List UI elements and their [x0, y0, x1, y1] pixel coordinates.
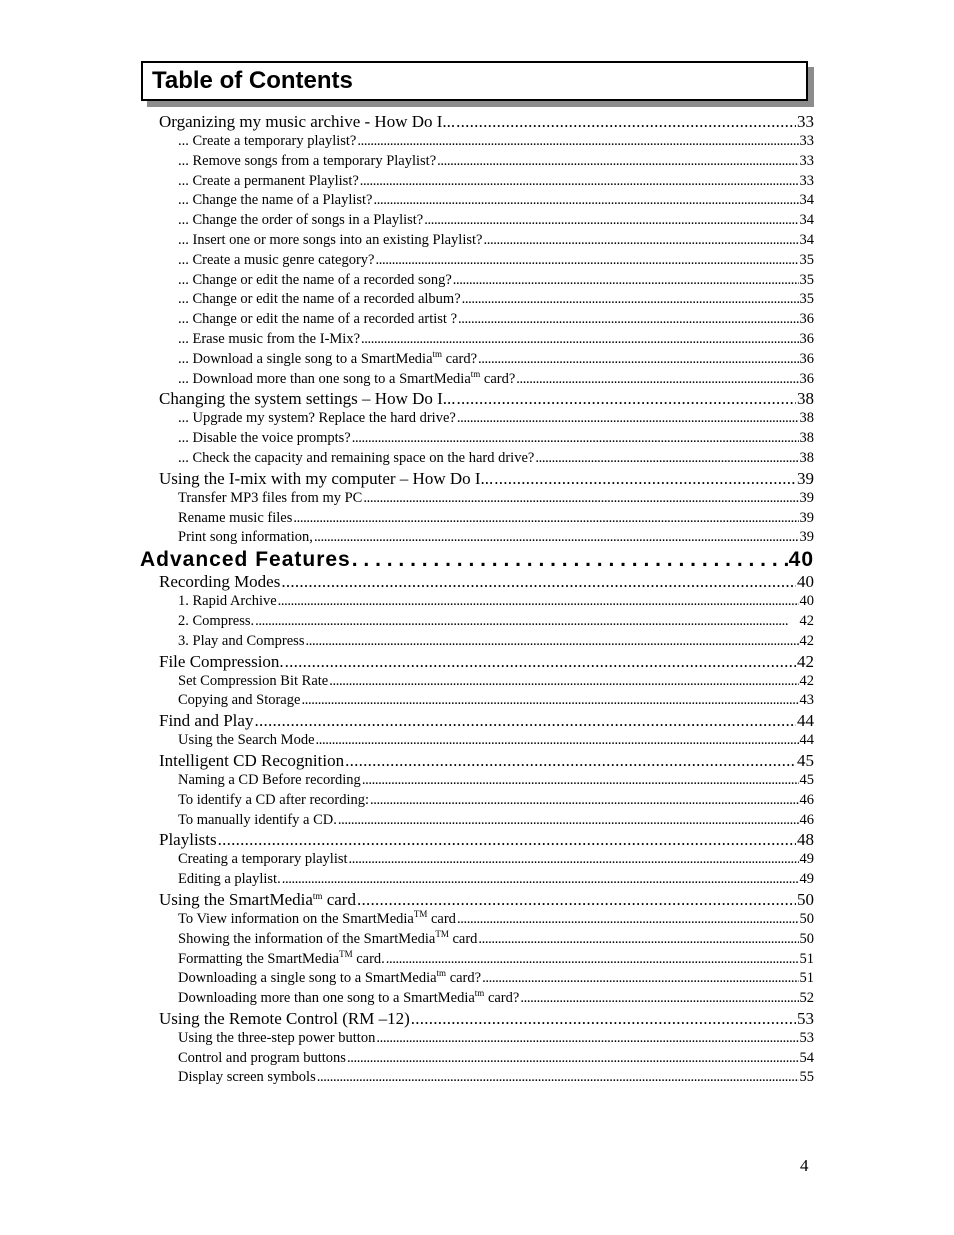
toc-subentry[interactable] [140, 910, 814, 930]
trademark-superscript: tm [432, 348, 443, 359]
toc-entry[interactable] [140, 469, 814, 489]
toc-subentry[interactable] [140, 771, 814, 791]
toc-entry-label [178, 509, 292, 529]
dot-leader [482, 969, 798, 989]
toc-entry-label [178, 429, 351, 449]
dot-leader [457, 910, 799, 930]
toc-subentry[interactable] [140, 191, 814, 211]
dot-leader [281, 572, 796, 592]
dot-leader [457, 389, 796, 409]
toc-entry-text: ... Create a permanent Playlist? [178, 172, 359, 189]
toc-entry-text: ... Change the order of songs in a Playlist? [178, 212, 424, 229]
toc-entry-label [178, 1068, 316, 1088]
trademark-superscript: tm [436, 968, 447, 979]
toc-entry-label [178, 910, 456, 930]
toc-subentry[interactable] [140, 791, 814, 811]
toc-entry-text: Rename music files [178, 509, 293, 526]
toc-entry-text: Transfer MP3 files from my PC [178, 489, 363, 506]
toc-subentry[interactable] [140, 310, 814, 330]
toc-entry-text: ... Download a single song to a SmartMedia [178, 350, 433, 367]
toc-subentry[interactable] [140, 930, 814, 950]
toc-subentry[interactable] [140, 211, 814, 231]
toc-entry-text: To identify a CD after recording: [178, 791, 370, 808]
toc-entry[interactable] [140, 751, 814, 771]
dot-leader [361, 330, 798, 350]
toc-entry-text-suffix: card? [446, 970, 482, 987]
dot-leader [285, 652, 796, 672]
toc-page-number: 54 [799, 1049, 814, 1066]
toc-page-number: 53 [797, 1008, 814, 1028]
toc-subentry[interactable] [140, 231, 814, 251]
dot-leader [516, 370, 798, 390]
toc-page-number: 50 [797, 889, 814, 909]
toc-entry-label [178, 231, 482, 251]
toc-subentry[interactable] [140, 271, 814, 291]
toc-entry[interactable] [140, 112, 814, 132]
toc-page-number: 46 [799, 811, 814, 828]
toc-entry-text: Formatting the SmartMedia [178, 950, 340, 967]
toc-page-number: 38 [799, 410, 814, 427]
trademark-superscript: TM [339, 948, 353, 959]
toc-page-number: 46 [799, 791, 814, 808]
dot-leader [456, 112, 796, 132]
toc-page-number: 40 [799, 593, 814, 610]
toc-page-number: 48 [797, 830, 814, 850]
toc-page-number: 34 [799, 212, 814, 229]
toc-subentry[interactable] [140, 172, 814, 192]
toc-entry-text: Using the I-mix with my computer – How Do I... [159, 468, 494, 488]
toc-page-number: 35 [799, 271, 814, 288]
toc-page-number: 50 [799, 910, 814, 927]
toc-entry-label [159, 572, 280, 592]
toc-page-number: 52 [799, 990, 814, 1007]
toc-page-number: 35 [799, 291, 814, 308]
toc-entry-text: To manually identify a CD. [178, 811, 337, 828]
toc-entry-text: ... Insert one or more songs into an existing Playlist? [178, 231, 483, 248]
toc-entry-text: ... Change or edit the name of a recorded album? [178, 291, 461, 308]
toc-entry-label [159, 112, 455, 132]
toc-entry-label [178, 612, 254, 632]
toc-page-number: 42 [799, 632, 814, 649]
dot-leader [462, 290, 799, 310]
toc-subentry[interactable] [140, 672, 814, 692]
toc-entry-text: Organizing my music archive - How Do I... [159, 112, 456, 131]
dot-leader [375, 251, 798, 271]
toc-entry-label [159, 652, 284, 672]
toc-subentry[interactable] [140, 509, 814, 529]
toc-page-number: 40 [797, 572, 814, 592]
toc-subentry[interactable] [140, 1068, 814, 1088]
page-number: 4 [800, 1156, 809, 1175]
toc-entry-text: ... Download more than one song to a SmartMedia [178, 370, 471, 387]
toc-subentry[interactable] [140, 330, 814, 350]
toc-page-number: 45 [799, 771, 814, 788]
dot-leader [453, 271, 799, 291]
toc-page-number: 43 [799, 692, 814, 709]
toc-page-number: 42 [799, 672, 814, 689]
toc-entry-text: Set Compression Bit Rate [178, 672, 329, 689]
toc-page-number: 49 [799, 851, 814, 868]
toc-entry-label [178, 691, 300, 711]
dot-leader [278, 592, 799, 612]
toc-entry-label [178, 211, 423, 231]
toc-entry[interactable] [140, 890, 814, 910]
toc-page-number: 49 [799, 871, 814, 888]
toc-subentry[interactable] [140, 528, 814, 548]
toc-entry[interactable] [140, 652, 814, 672]
toc-entry-text: Using the three-step power button [178, 1029, 376, 1046]
toc-entry[interactable] [140, 711, 814, 731]
dot-leader [338, 811, 799, 831]
toc-page-number: 55 [799, 1069, 814, 1086]
toc-entry-text-suffix: card [322, 889, 356, 909]
toc-entry-text: Downloading more than one song to a SmartMedia [178, 990, 475, 1007]
toc-entry-text: ... Change or edit the name of a recorded artist ? [178, 311, 458, 328]
toc-entry-text-suffix: card [448, 930, 478, 947]
dot-leader [305, 632, 798, 652]
dot-leader [352, 548, 788, 572]
dot-leader [478, 930, 798, 950]
toc-entry-label [178, 672, 328, 692]
dot-leader [362, 771, 799, 791]
dot-leader [374, 191, 799, 211]
toc-entry-text: ... Disable the voice prompts? [178, 430, 351, 447]
toc-subentry[interactable] [140, 612, 814, 632]
toc-entry-label [178, 330, 360, 350]
toc-entry-text: ... Upgrade my system? Replace the hard drive? [178, 410, 456, 427]
dot-leader [357, 132, 798, 152]
toc-entry-label [178, 1029, 375, 1049]
trademark-superscript: TM [413, 908, 428, 919]
dot-leader [370, 791, 798, 811]
toc-entry-text: Downloading a single song to a SmartMedia [178, 970, 437, 987]
toc-entry-text: Naming a CD Before recording [178, 771, 361, 788]
toc-entry-label [178, 251, 374, 271]
toc-entry-label [178, 969, 481, 989]
toc-entry-label [178, 132, 356, 152]
toc-subentry[interactable] [140, 691, 814, 711]
dot-leader [363, 489, 798, 509]
toc-page-number: 51 [799, 950, 814, 967]
toc-entry-text: ... Erase music from the I-Mix? [178, 330, 361, 347]
toc-page-number: 53 [799, 1029, 814, 1046]
toc-entry-text: Print song information, [178, 529, 313, 546]
toc-page-number: 38 [797, 389, 814, 409]
toc-entry[interactable] [140, 572, 814, 592]
toc-subentry[interactable] [140, 152, 814, 172]
toc-subentry[interactable] [140, 989, 814, 1009]
toc-title-box [141, 61, 808, 101]
toc-page-number: 35 [799, 251, 814, 268]
toc-page-number: 36 [799, 370, 814, 387]
toc-entry-label [178, 930, 477, 950]
toc-page-number: 44 [799, 732, 814, 749]
toc-page-number: 34 [799, 231, 814, 248]
toc-page-number: 39 [799, 489, 814, 506]
dot-leader [317, 1068, 799, 1088]
toc-entry-text: Find and Play [159, 711, 254, 731]
toc-subentry[interactable] [140, 731, 814, 751]
dot-leader [535, 449, 798, 469]
toc-entry-label [178, 271, 452, 291]
toc-entry-text: Editing a playlist. [178, 871, 281, 888]
dot-leader [520, 989, 798, 1009]
toc-entry-text: To View information on the SmartMedia [178, 910, 414, 927]
toc-page-number: 38 [799, 430, 814, 447]
toc-entry-label [140, 548, 351, 572]
toc-subentry[interactable] [140, 1029, 814, 1049]
toc-entry-label [178, 310, 457, 330]
dot-leader [357, 890, 796, 910]
toc-entry[interactable] [140, 830, 814, 850]
dot-leader [255, 612, 798, 632]
toc-entry-label [159, 469, 493, 489]
toc-entry-label [178, 528, 313, 548]
toc-entry-label [178, 191, 373, 211]
toc-entry-label [159, 830, 217, 850]
toc-page-number: 39 [799, 529, 814, 546]
toc-entry-label [178, 950, 385, 970]
toc-entry-label [178, 290, 461, 310]
dot-leader [218, 830, 796, 850]
trademark-superscript: tm [470, 368, 481, 379]
toc-entry[interactable] [140, 389, 814, 409]
toc-subentry[interactable] [140, 811, 814, 831]
toc-entry-text-suffix: card? [442, 350, 478, 367]
dot-leader [457, 409, 799, 429]
toc-entry-text: ... Check the capacity and remaining space on the hard drive? [178, 449, 535, 466]
toc-entry-label [178, 632, 304, 652]
toc-entry-text-suffix: card? [480, 370, 516, 387]
toc-entry-text: Using the SmartMedia [159, 889, 313, 909]
dot-leader [458, 310, 798, 330]
toc-page-number: 39 [797, 468, 814, 488]
toc-entry-label [159, 711, 253, 731]
toc-entry-text: Changing the system settings – How Do I... [159, 389, 456, 409]
page-title: Table of Contents [152, 67, 353, 94]
toc-page-number: 42 [797, 651, 814, 671]
toc-entry-text: Showing the information of the SmartMedia [178, 930, 436, 947]
toc-entry-text: ... Create a music genre category? [178, 251, 375, 268]
toc-page-number: 33 [797, 112, 814, 131]
toc-entry-label [178, 489, 362, 509]
dot-leader [254, 711, 796, 731]
dot-leader [494, 469, 796, 489]
toc-entry-text: 2. Compress. [178, 612, 255, 629]
toc-entry-label [178, 1049, 346, 1069]
toc-entry-text: ... Change the name of a Playlist? [178, 192, 373, 209]
dot-leader [347, 1049, 799, 1069]
toc-entry-label [178, 771, 361, 791]
dot-leader [424, 211, 798, 231]
dot-leader [483, 231, 798, 251]
toc-subentry[interactable] [140, 489, 814, 509]
dot-leader [360, 172, 799, 192]
toc-subentry[interactable] [140, 350, 814, 370]
dot-leader [316, 731, 799, 751]
toc-page-number: 42 [799, 612, 814, 629]
toc-entry-label [178, 449, 534, 469]
toc-entry-label [178, 350, 477, 370]
toc-section-heading[interactable] [140, 548, 814, 572]
dot-leader [411, 1009, 796, 1029]
toc-page-number: 33 [799, 133, 814, 149]
toc-entry-label [159, 389, 456, 409]
toc-entry-text: ... Change or edit the name of a recorded song? [178, 271, 452, 288]
toc-entry-text: File Compression. [159, 651, 284, 671]
toc-page-number: 44 [797, 711, 814, 731]
toc-entry-text: Playlists [159, 830, 217, 850]
toc-entry-text: Display screen symbols [178, 1069, 316, 1086]
toc-entry-text: ... Remove songs from a temporary Playlist? [178, 152, 437, 169]
toc-entry-label [159, 890, 356, 910]
toc-entry-label [178, 152, 436, 172]
toc-list [140, 112, 814, 1088]
toc-entry-label [178, 870, 281, 890]
toc-page-number: 51 [799, 970, 814, 987]
toc-entry-label [178, 989, 519, 1009]
toc-page-number: 50 [799, 930, 814, 947]
toc-page-number: 36 [799, 311, 814, 328]
toc-entry-text-suffix: card? [484, 990, 520, 1007]
dot-leader [352, 429, 799, 449]
toc-entry-text: 1. Rapid Archive [178, 593, 277, 610]
dot-leader [376, 1029, 798, 1049]
trademark-superscript: tm [474, 988, 485, 999]
dot-leader [437, 152, 798, 172]
toc-entry-text: Copying and Storage [178, 692, 301, 709]
toc-entry-text: Recording Modes [159, 572, 281, 592]
toc-page-number: 40 [788, 548, 814, 572]
dot-leader [345, 751, 796, 771]
toc-entry-label [159, 751, 344, 771]
toc-entry-label [178, 850, 348, 870]
toc-entry-label [178, 791, 369, 811]
toc-entry-text: Advanced Features [140, 548, 351, 572]
toc-entry-text: Using the Search Mode [178, 732, 315, 749]
toc-subentry[interactable] [140, 632, 814, 652]
toc-subentry[interactable] [140, 370, 814, 390]
toc-entry-text: ... Create a temporary playlist? [178, 133, 357, 149]
toc-entry-text: 3. Play and Compress [178, 632, 305, 649]
dot-leader [329, 672, 798, 692]
toc-entry-text: Using the Remote Control (RM –12) [159, 1008, 410, 1028]
trademark-superscript: TM [435, 928, 449, 939]
toc-subentry[interactable] [140, 950, 814, 970]
toc-page-number: 33 [799, 152, 814, 169]
toc-entry-text: Creating a temporary playlist [178, 851, 348, 868]
toc-entry-label [178, 409, 456, 429]
dot-leader [301, 691, 798, 711]
toc-subentry[interactable] [140, 592, 814, 612]
dot-leader [293, 509, 798, 529]
toc-entry-text-suffix: card [427, 910, 456, 927]
dot-leader [282, 870, 799, 890]
toc-page-number: 36 [799, 330, 814, 347]
toc-subentry[interactable] [140, 969, 814, 989]
dot-leader [478, 350, 798, 370]
toc-entry-text: Intelligent CD Recognition [159, 750, 345, 770]
toc-entry-text-suffix: card. [352, 950, 385, 967]
dot-leader [386, 950, 799, 970]
toc-page-number: 38 [799, 449, 814, 466]
toc-subentry[interactable] [140, 429, 814, 449]
toc-subentry[interactable] [140, 409, 814, 429]
toc-subentry[interactable] [140, 290, 814, 310]
toc-page-number: 45 [797, 750, 814, 770]
toc-entry-label [178, 172, 359, 192]
toc-subentry[interactable] [140, 132, 814, 152]
toc-page-number: 39 [799, 509, 814, 526]
toc-subentry[interactable] [140, 251, 814, 271]
toc-subentry[interactable] [140, 449, 814, 469]
toc-entry-label [178, 370, 515, 390]
trademark-superscript: tm [312, 890, 323, 901]
toc-entry-label [159, 1009, 410, 1029]
toc-entry-text: Control and program buttons [178, 1049, 346, 1066]
dot-leader [314, 528, 799, 548]
toc-subentry[interactable] [140, 1049, 814, 1069]
toc-subentry[interactable] [140, 850, 814, 870]
toc-subentry[interactable] [140, 870, 814, 890]
toc-entry-label [178, 592, 277, 612]
toc-entry[interactable] [140, 1009, 814, 1029]
toc-entry-label [178, 731, 315, 751]
toc-page-number: 34 [799, 192, 814, 209]
dot-leader [349, 850, 799, 870]
toc-entry-label [178, 811, 337, 831]
toc-page-number: 33 [799, 172, 814, 189]
toc-page-number: 36 [799, 350, 814, 367]
